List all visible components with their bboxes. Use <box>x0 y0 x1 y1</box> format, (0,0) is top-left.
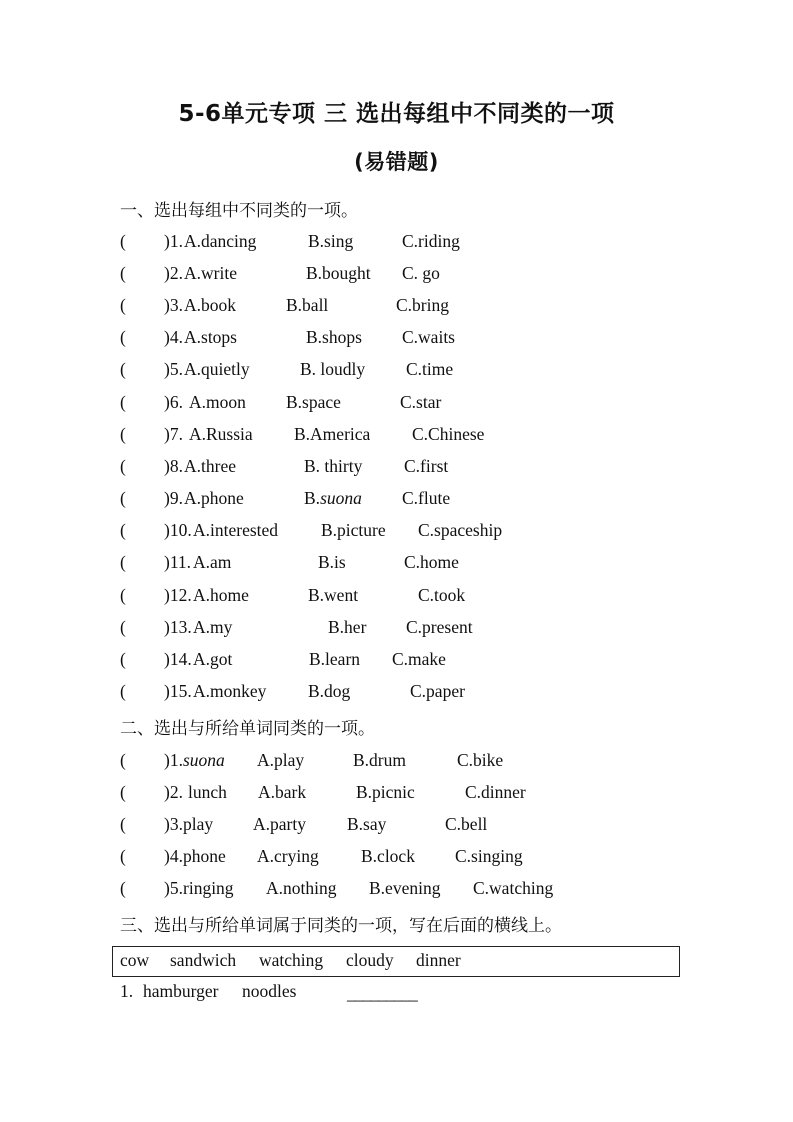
item-number: )1. <box>164 750 183 770</box>
given-word: lunch <box>188 782 227 802</box>
option-b: B.America <box>294 424 371 444</box>
option-c: C. go <box>402 263 440 283</box>
item-number: )12. <box>164 585 192 605</box>
given-word: ringing <box>183 878 234 898</box>
word-bank-item: cow <box>120 950 150 970</box>
item-number: )5. <box>164 878 183 898</box>
answer-paren[interactable]: ( <box>120 681 126 701</box>
part2-heading: 二、选出与所给单词同类的一项。 <box>120 719 375 739</box>
option-a: A.write <box>184 263 237 283</box>
option-a: A.Russia <box>189 424 253 444</box>
option-c: C.spaceship <box>418 520 503 540</box>
answer-paren[interactable]: ( <box>120 456 126 476</box>
option-b: B.shops <box>306 327 362 347</box>
option-a: A.stops <box>184 327 237 347</box>
option-b: B.evening <box>369 878 441 898</box>
answer-paren[interactable]: ( <box>120 814 126 834</box>
item-number: )2. <box>164 263 183 283</box>
option-c: C.Chinese <box>412 424 485 444</box>
answer-paren[interactable]: ( <box>120 846 126 866</box>
option-b: B.picnic <box>356 782 415 802</box>
answer-paren[interactable]: ( <box>120 327 126 347</box>
answer-paren[interactable]: ( <box>120 231 126 251</box>
item-number: )4. <box>164 846 183 866</box>
option-c: C.waits <box>402 327 455 347</box>
page-title: 5-6单元专项 三 选出每组中不同类的一项 <box>178 101 615 127</box>
option-c: C.watching <box>473 878 554 898</box>
option-a: A.phone <box>184 488 244 508</box>
option-c: C.dinner <box>465 782 526 802</box>
option-b: B. thirty <box>304 456 363 476</box>
option-a: A.nothing <box>266 878 337 898</box>
item-number: )3. <box>164 295 183 315</box>
option-b: B.sing <box>308 231 354 251</box>
option-a: A.monkey <box>193 681 267 701</box>
part3-heading: 三、选出与所给单词属于同类的一项，写在后面的横线上。 <box>120 916 562 936</box>
option-c: C.bring <box>396 295 449 315</box>
option-c: C.make <box>392 649 446 669</box>
answer-blank[interactable]: _________ <box>347 983 417 1003</box>
item-number: )9. <box>164 488 183 508</box>
word-bank-item: sandwich <box>170 950 237 970</box>
part1-heading: 一、选出每组中不同类的一项。 <box>120 201 358 221</box>
word-bank-item: watching <box>259 950 324 970</box>
word-bank-box <box>112 946 680 977</box>
option-a: A.got <box>193 649 233 669</box>
option-b: B.bought <box>306 263 371 283</box>
given-word: suona <box>183 750 225 770</box>
item-number: )6. <box>164 392 183 412</box>
item-number: )5. <box>164 359 183 379</box>
option-b: B.learn <box>309 649 361 669</box>
option-c: C.riding <box>402 231 460 251</box>
item-number: )8. <box>164 456 183 476</box>
answer-paren[interactable]: ( <box>120 263 126 283</box>
item-number: )7. <box>164 424 183 444</box>
option-a: A.play <box>257 750 305 770</box>
option-b: B.dog <box>308 681 351 701</box>
word-bank-item: cloudy <box>346 950 394 970</box>
answer-paren[interactable]: ( <box>120 295 126 315</box>
option-b-italic-word: suona <box>320 488 362 508</box>
item-number: )10. <box>164 520 192 540</box>
option-a: A.my <box>193 617 233 637</box>
option-b: B.drum <box>353 750 406 770</box>
given-word: phone <box>183 846 226 866</box>
option-c: C.bike <box>457 750 504 770</box>
option-c: C.present <box>406 617 473 637</box>
page-subtitle: (易错题) <box>354 150 439 174</box>
answer-paren[interactable]: ( <box>120 488 126 508</box>
option-c: C.time <box>406 359 454 379</box>
option-b <box>304 488 362 509</box>
option-c: C.singing <box>455 846 523 866</box>
option-a: A.am <box>193 552 232 572</box>
item-number: )15. <box>164 681 192 701</box>
option-c: C.home <box>404 552 459 572</box>
answer-paren[interactable]: ( <box>120 617 126 637</box>
item-number: )13. <box>164 617 192 637</box>
option-a: A.book <box>184 295 237 315</box>
answer-paren[interactable]: ( <box>120 878 126 898</box>
option-b: B.space <box>286 392 341 412</box>
option-c: C.flute <box>402 488 451 508</box>
answer-paren[interactable]: ( <box>120 424 126 444</box>
given-word: play <box>183 814 214 834</box>
option-c: C.star <box>400 392 442 412</box>
item-number: )4. <box>164 327 183 347</box>
word-bank-item: dinner <box>416 950 461 970</box>
option-b: B.picture <box>321 520 386 540</box>
item-number: )11. <box>164 552 192 572</box>
item-number: 1. <box>120 981 134 1001</box>
answer-paren[interactable]: ( <box>120 750 126 770</box>
option-a: A.bark <box>258 782 307 802</box>
option-b-prefix: B. <box>304 488 321 508</box>
option-a: A.party <box>253 814 306 834</box>
option-a: A.crying <box>257 846 319 866</box>
item-number: )14. <box>164 649 192 669</box>
option-b: B.is <box>318 552 346 572</box>
option-c: C.first <box>404 456 449 476</box>
option-b: B.say <box>347 814 387 834</box>
option-a: A.three <box>184 456 236 476</box>
option-b: B.clock <box>361 846 415 866</box>
given-word: noodles <box>242 981 297 1001</box>
answer-paren[interactable]: ( <box>120 782 126 802</box>
answer-paren[interactable]: ( <box>120 649 126 669</box>
option-a: A.quietly <box>184 359 250 379</box>
option-b: B.her <box>328 617 367 637</box>
option-a: A.dancing <box>184 231 257 251</box>
option-a: A.interested <box>193 520 279 540</box>
option-c: C.paper <box>410 681 465 701</box>
option-b: B.ball <box>286 295 329 315</box>
answer-paren[interactable]: ( <box>120 585 126 605</box>
answer-paren[interactable]: ( <box>120 392 126 412</box>
option-c: C.bell <box>445 814 488 834</box>
answer-paren[interactable]: ( <box>120 552 126 572</box>
answer-paren[interactable]: ( <box>120 359 126 379</box>
item-number: )3. <box>164 814 183 834</box>
item-number: )1. <box>164 231 183 251</box>
item-number: )2. <box>164 782 183 802</box>
option-b: B. loudly <box>300 359 366 379</box>
answer-paren[interactable]: ( <box>120 520 126 540</box>
given-word: hamburger <box>143 981 219 1001</box>
option-a: A.home <box>193 585 249 605</box>
option-b: B.went <box>308 585 359 605</box>
option-a: A.moon <box>189 392 246 412</box>
option-c: C.took <box>418 585 466 605</box>
